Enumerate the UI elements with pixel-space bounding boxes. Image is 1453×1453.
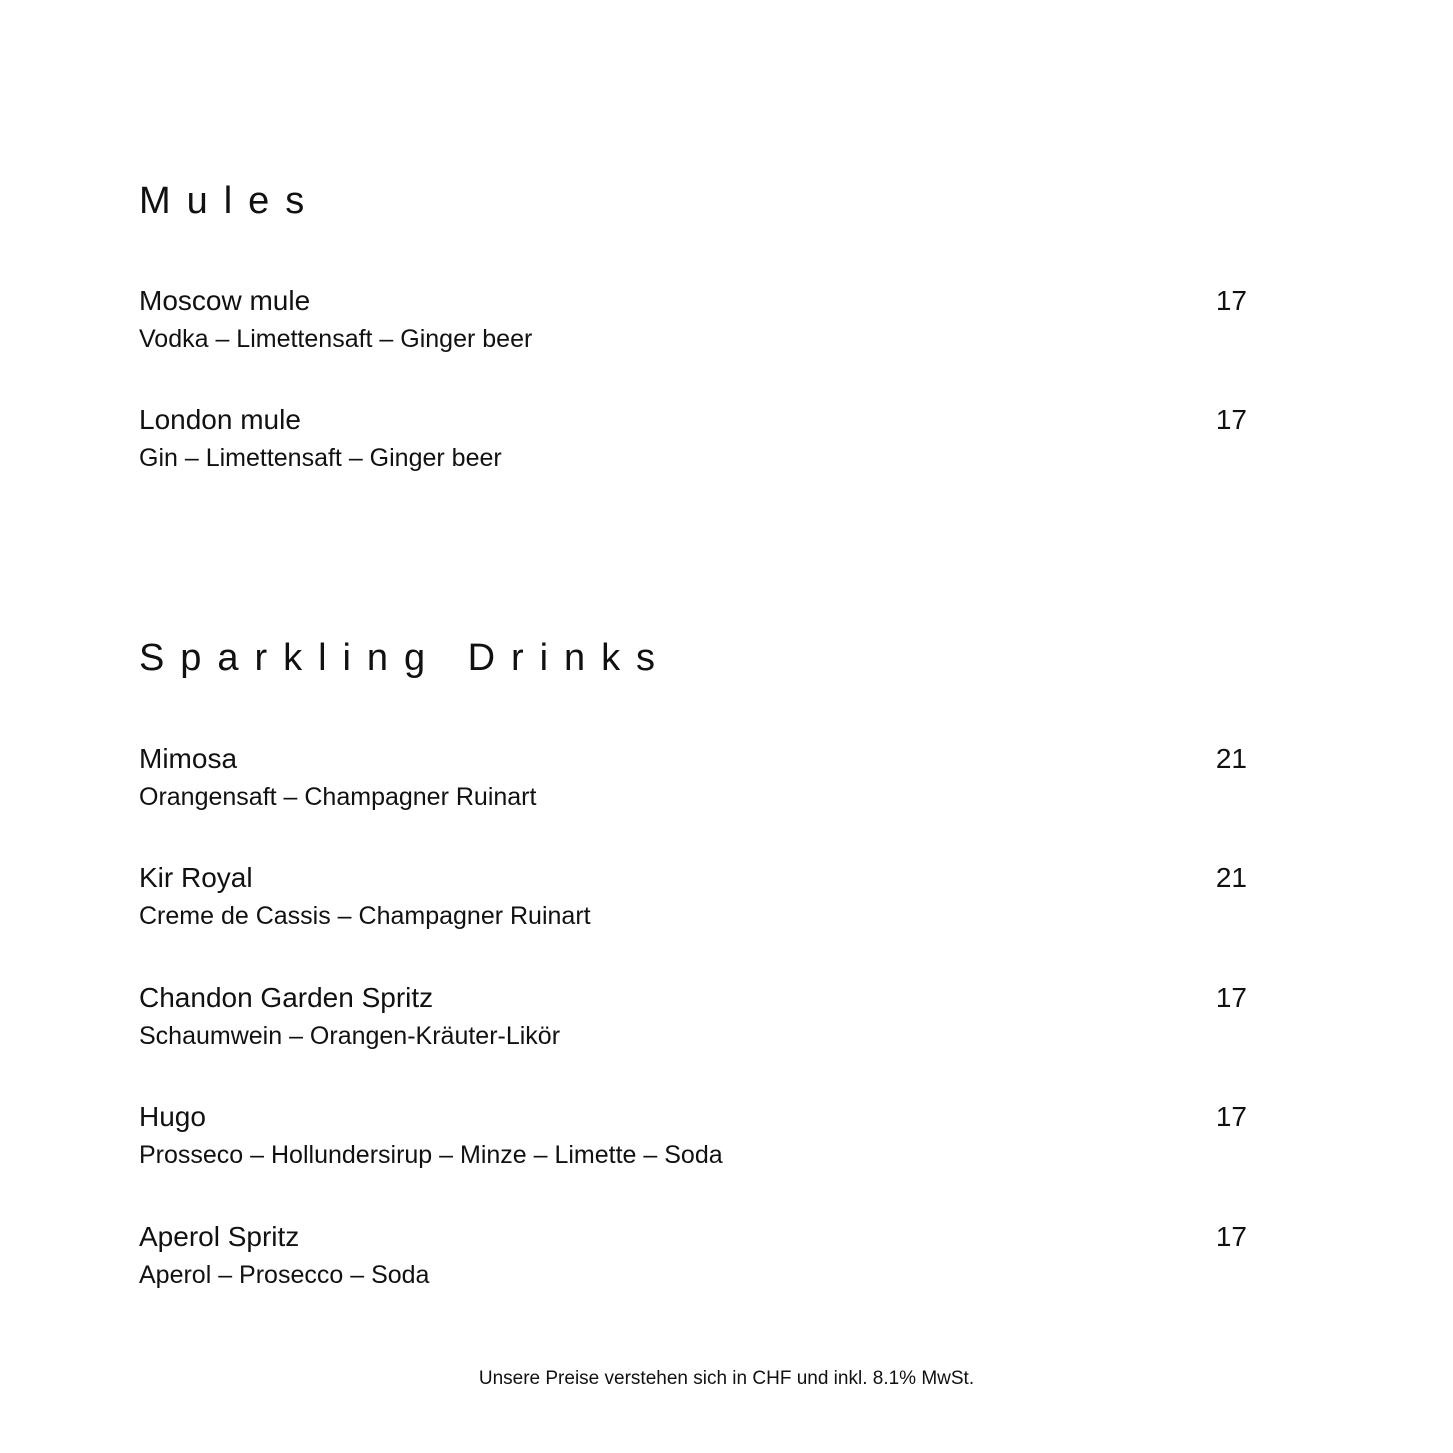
item-description: Aperol – Prosecco – Soda xyxy=(139,1261,430,1289)
price-footnote: Unsere Preise verstehen sich in CHF und inkl. 8.1% MwSt. xyxy=(478,1368,975,1389)
item-price: 17 xyxy=(1215,404,1247,435)
menu-item-moscow-mule xyxy=(139,283,1247,355)
item-price: 17 xyxy=(1215,285,1247,316)
item-header xyxy=(139,402,1247,438)
item-description: Orangensaft – Champagner Ruinart xyxy=(139,783,537,811)
menu-item-kir-royal xyxy=(139,860,1247,932)
item-description: Vodka – Limettensaft – Ginger beer xyxy=(139,325,533,353)
section-title-sparkling-drinks: Sparkling Drinks xyxy=(139,637,672,679)
item-header xyxy=(139,1219,1247,1255)
item-header xyxy=(139,741,1247,777)
item-name: Hugo xyxy=(139,1101,206,1132)
menu-item-aperol-spritz xyxy=(139,1219,1247,1291)
item-price: 17 xyxy=(1215,1221,1247,1252)
menu-item-chandon-garden-spritz xyxy=(139,980,1247,1052)
item-name: Aperol Spritz xyxy=(139,1221,300,1252)
item-name: Chandon Garden Spritz xyxy=(139,982,434,1013)
menu-item-london-mule xyxy=(139,402,1247,474)
item-description: Creme de Cassis – Champagner Ruinart xyxy=(139,902,591,930)
item-header xyxy=(139,860,1247,896)
item-name: Kir Royal xyxy=(139,862,253,893)
item-price: 17 xyxy=(1215,982,1247,1013)
item-description: Schaumwein – Orangen-Kräuter-Likör xyxy=(139,1022,561,1050)
item-price: 17 xyxy=(1215,1101,1247,1132)
item-price: 21 xyxy=(1215,743,1247,774)
item-description: Gin – Limettensaft – Ginger beer xyxy=(139,444,502,472)
section-title-mules: Mules xyxy=(139,180,321,222)
item-header xyxy=(139,980,1247,1016)
item-name: London mule xyxy=(139,404,301,435)
item-header xyxy=(139,283,1247,319)
menu-item-mimosa xyxy=(139,741,1247,813)
menu-item-hugo xyxy=(139,1099,1247,1171)
item-name: Mimosa xyxy=(139,743,238,774)
item-name: Moscow mule xyxy=(139,285,311,316)
item-price: 21 xyxy=(1215,862,1247,893)
item-description: Prosseco – Hollundersirup – Minze – Limette – Soda xyxy=(139,1141,723,1169)
item-header xyxy=(139,1099,1247,1135)
